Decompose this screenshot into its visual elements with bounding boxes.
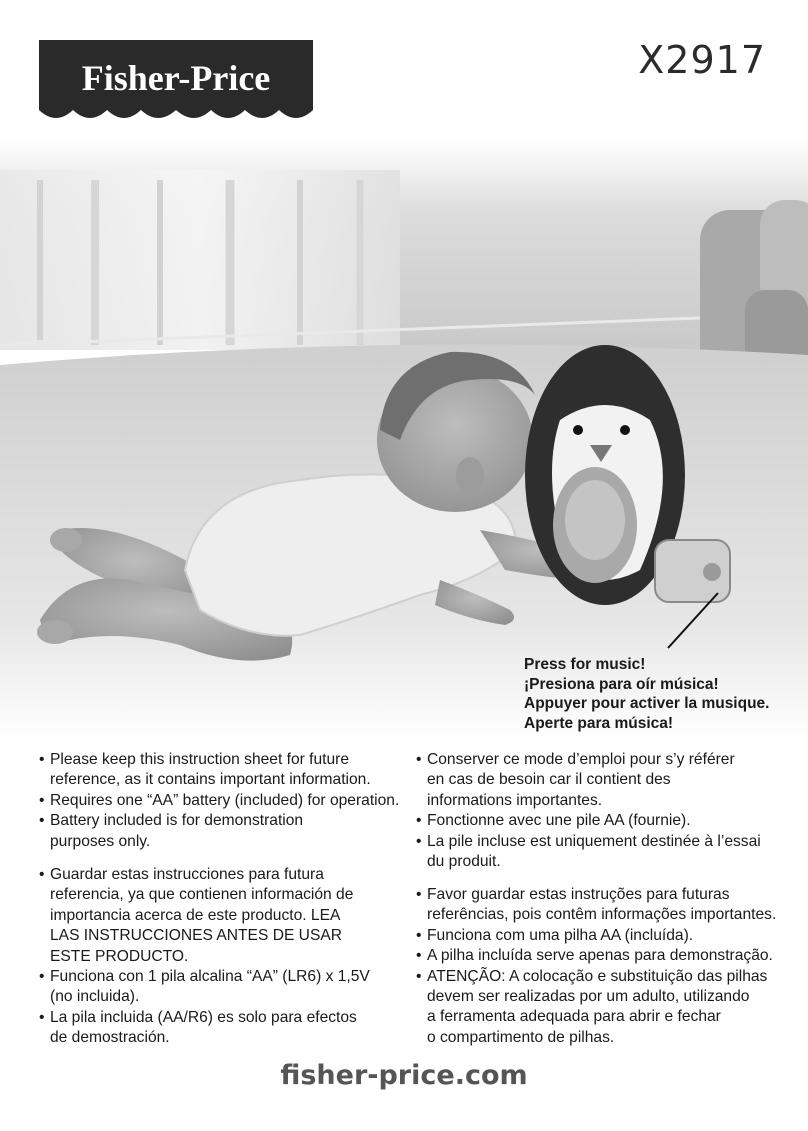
english-item: • Requires one “AA” battery (included) for operation. [39, 791, 411, 811]
french-item: • La pile incluse est uniquement destinée à l’essai du produit. [416, 832, 786, 873]
brand-logo [39, 40, 313, 126]
music-callout [524, 655, 769, 733]
english-instructions [39, 750, 411, 852]
model-number: X2917 [638, 38, 766, 82]
curtain [0, 170, 400, 350]
spanish-instructions [39, 865, 411, 1049]
portuguese-item: • A pilha incluída serve apenas para demonstração. [416, 946, 786, 966]
french-item: • Conserver ce mode d’emploi pour s’y référer en cas de besoin car il contient des informations importantes. [416, 750, 786, 811]
portuguese-item: • Funciona com uma pilha AA (incluída). [416, 926, 786, 946]
french-instructions [416, 750, 786, 872]
website-link[interactable]: fisher-price.com [280, 1060, 528, 1091]
callout-line-pt: Aperte para música! [524, 714, 674, 732]
callout-line-fr: Appuyer pour activer la musique. [524, 695, 770, 712]
portuguese-item: • Favor guardar estas instruções para futuras referências, pois contêm informações importantes. [416, 885, 786, 926]
spanish-item: • Funciona con 1 pila alcalina “AA” (LR6) x 1,5V (no incluida). [39, 967, 411, 1008]
english-item: • Please keep this instruction sheet for future reference, as it contains important information. [39, 750, 411, 791]
callout-line-en: Press for music! [524, 656, 646, 673]
french-item: • Fonctionne avec une pile AA (fournie). [416, 811, 786, 831]
spanish-item: • La pila incluida (AA/R6) es solo para efectos de demostración. [39, 1008, 411, 1049]
logo-text: Fisher-Price [81, 58, 271, 98]
product-photo [0, 140, 808, 740]
callout-line-es: ¡Presiona para oír música! [524, 675, 719, 693]
portuguese-item: • ATENÇÃO: A colocação e substituição das pilhas devem ser realizadas por um adulto, utilizando a ferramenta adequada para abrir e fechar o compartimento de pilhas. [416, 967, 786, 1049]
english-item: • Battery included is for demonstration purposes only. [39, 811, 411, 852]
spanish-item: • Guardar estas instrucciones para futura referencia, ya que contienen información de importancia acerca de este producto. LEA LAS INSTRUCCIONES ANTES DE USAR ESTE PRODUCTO. [39, 865, 411, 967]
portuguese-instructions [416, 885, 786, 1048]
